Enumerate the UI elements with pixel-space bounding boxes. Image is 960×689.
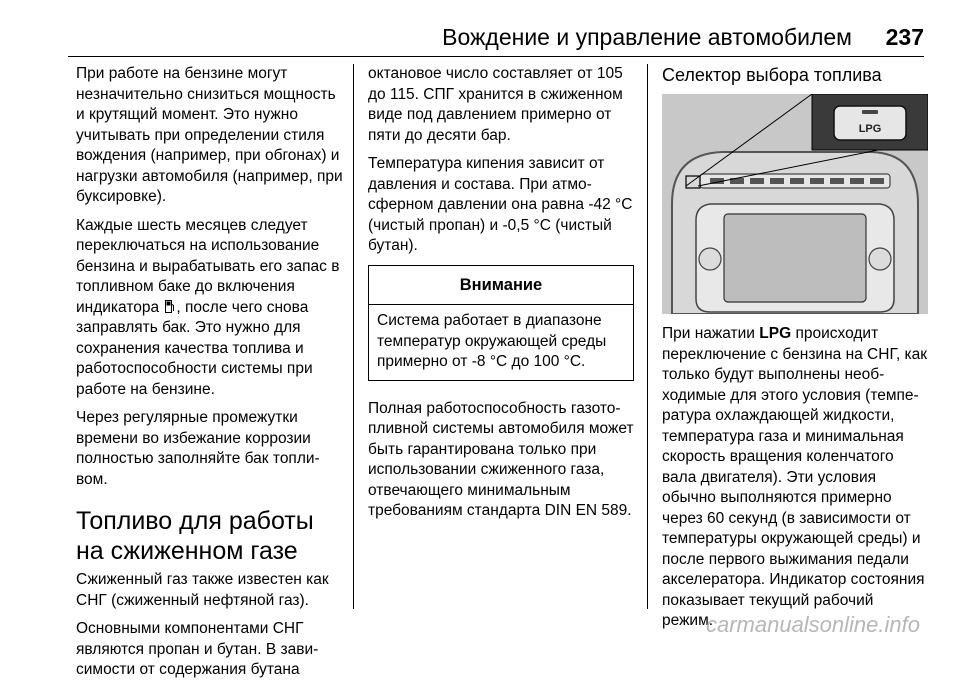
- paragraph: При работе на бензине могут незначительно снизиться мощность и крутящий момент. Это нужно учитывать при определении стиля вождения (например, при обгонах) и нагрузки автомобиля (например, при буксировке).: [76, 65, 343, 205]
- watermark: carmanualsonline.info: [705, 612, 920, 637]
- paragraph: Сжиженный газ также известен как СНГ (сжиженный нефтяной газ).: [76, 571, 329, 609]
- paragraph: октановое число составляет от 105 до 115. СПГ хранится в сжиженном виде под давлением примерно от пяти до десяти бар.: [368, 65, 623, 144]
- lpg-keyword: LPG: [759, 325, 792, 342]
- paragraph: Полная работоспособность газото-пливной системы автомобиля может быть гарантирована только при использовании сжиженного газа, отвечающего минимальным требованиям стандарта DIN EN 589.: [368, 399, 634, 519]
- page-number: 237: [885, 24, 924, 50]
- figure-title: Селектор выбора топлива: [662, 65, 882, 85]
- column-divider-2: [647, 64, 648, 609]
- running-title: Вождение и управление автомобилем: [442, 24, 852, 50]
- column-3: [662, 64, 928, 640]
- fuel-level-icon: [165, 300, 174, 313]
- column-2: [368, 64, 634, 530]
- notice-body: Система работает в диапазоне температур окружающей среды примерно от -8 °С до 100 °С.: [377, 312, 607, 370]
- column-divider-1: [353, 64, 354, 609]
- text-run: , после чего снова заправлять бак. Это нужно для сохранения качества топлива и работоспособности системы при работе на бензине.: [76, 298, 313, 398]
- notice-box: [368, 265, 634, 381]
- dashboard-illustration: [662, 94, 928, 314]
- column-1: [76, 64, 344, 689]
- text-run: происходит переключение с бензина на СНГ, как только будут выполнены необ-ходимые для этого условия (темпе-ратура охлаждающей жидкости, температура газа и минимальная скорость вращения коленчатого вала двигателя). Эти условия обычно выполняются примерно через 60 секунд (в зависимости от температуры окружающей среды) и после первого выжимания педали акселератора. Индикатор состояния показывает текущий рабочий режим.: [662, 325, 928, 629]
- paragraph: Температура кипения зависит от давления и состава. При атмо-сферном давлении она равна -42 °С (чистый пропан) и -0,5 °С (чистый бутан).: [368, 155, 633, 254]
- page-header: [0, 0, 960, 58]
- header-rule: [68, 56, 924, 57]
- dashboard-figure: [662, 94, 928, 314]
- paragraph: [76, 216, 344, 401]
- notice-title: Внимание: [369, 266, 633, 306]
- section-heading: Топливо для работы на сжиженном газе: [76, 507, 314, 565]
- lpg-button-label: LPG: [858, 123, 882, 135]
- paragraph: Основными компонентами СНГ являются пропан и бутан. В зави-симости от содержания бутана: [76, 620, 319, 678]
- text-run: Каждые шесть месяцев следует переключаться на использование бензина и вырабатывать его запас в топливном баке до включения индикатора: [76, 216, 340, 316]
- paragraph: Через регулярные промежутки времени во избежание коррозии полностью заполняйте бак топли-вом.: [76, 409, 320, 488]
- text-run: При нажатии: [662, 325, 760, 342]
- paragraph: [662, 324, 928, 632]
